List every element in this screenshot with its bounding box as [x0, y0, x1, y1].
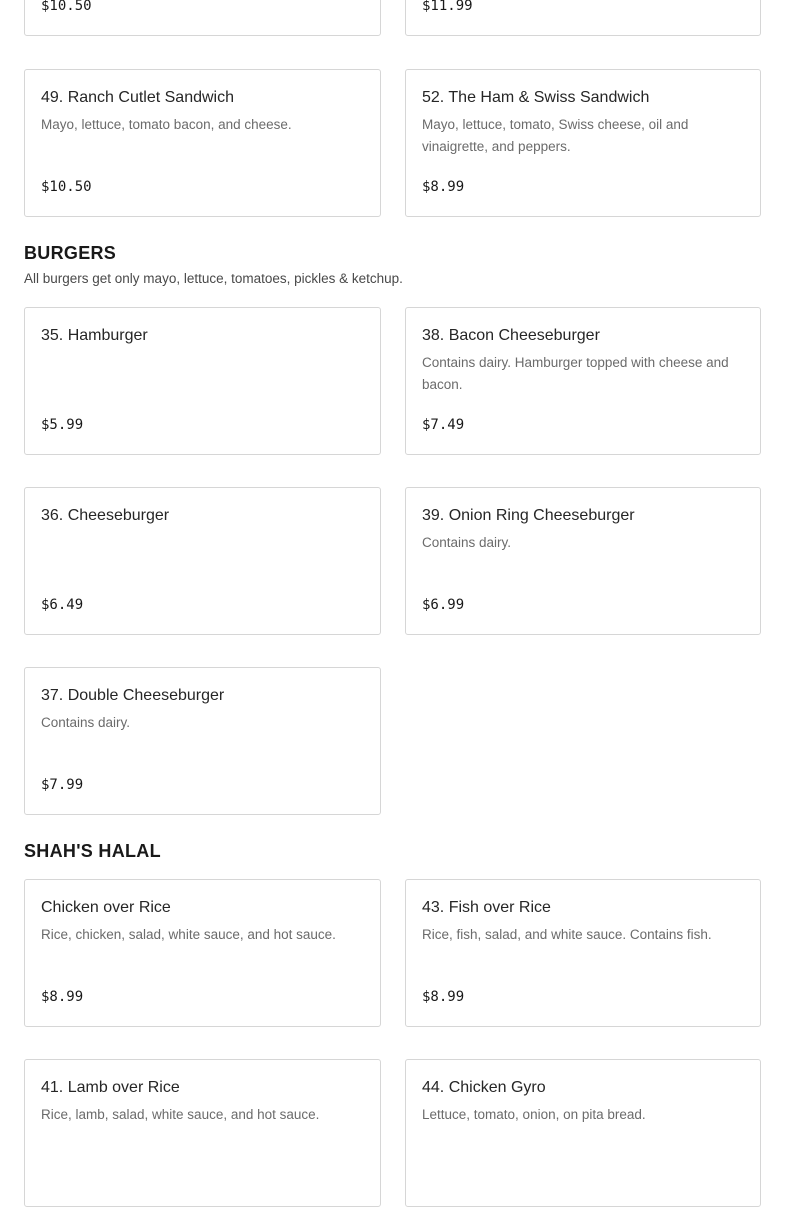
- menu-item-name: Chicken over Rice: [41, 899, 171, 916]
- menu-item-description: Lettuce, tomato, onion, on pita bread.: [422, 1107, 646, 1122]
- menu-item-name: 37. Double Cheeseburger: [41, 687, 225, 704]
- menu-item-price: $10.50: [41, 0, 92, 14]
- menu-item-price: $8.99: [41, 989, 84, 1005]
- menu-item-price: $6.49: [41, 597, 84, 613]
- menu-item-card[interactable]: [24, 69, 381, 217]
- menu-item-card[interactable]: [24, 667, 381, 815]
- menu-item-name: 38. Bacon Cheeseburger: [422, 327, 600, 344]
- menu-item-price: $6.99: [422, 597, 465, 613]
- menu-item-name: 39. Onion Ring Cheeseburger: [422, 507, 635, 524]
- menu-item-card[interactable]: [405, 0, 761, 36]
- menu-item-price: $11.99: [422, 0, 473, 14]
- menu-item-price: $7.99: [41, 777, 84, 793]
- menu-item-name: 35. Hamburger: [41, 327, 148, 344]
- menu-item-description: Contains dairy. Hamburger topped with cheese and bacon.: [422, 355, 729, 392]
- menu-item-price: $7.49: [422, 417, 465, 433]
- menu-item-card[interactable]: [405, 69, 761, 217]
- menu-item-price: $8.99: [422, 179, 465, 195]
- menu-item-name: 41. Lamb over Rice: [41, 1079, 180, 1096]
- menu-item-description: Contains dairy.: [41, 715, 131, 730]
- menu-item-description: Rice, chicken, salad, white sauce, and hot sauce.: [41, 927, 336, 942]
- menu-item-description: Rice, lamb, salad, white sauce, and hot sauce.: [41, 1107, 320, 1122]
- menu-item-card[interactable]: [405, 1059, 761, 1207]
- menu-item-card[interactable]: [24, 879, 381, 1027]
- menu-item-card[interactable]: [24, 0, 381, 36]
- menu-item-card[interactable]: [24, 307, 381, 455]
- menu-item-description: Contains dairy.: [422, 535, 512, 550]
- menu-item-name: 49. Ranch Cutlet Sandwich: [41, 89, 234, 106]
- menu-item-card[interactable]: [405, 879, 761, 1027]
- menu-item-card[interactable]: [405, 487, 761, 635]
- menu-item-price: $5.99: [41, 417, 84, 433]
- menu-item-name: 43. Fish over Rice: [422, 899, 551, 916]
- menu-item-description: Mayo, lettuce, tomato, Swiss cheese, oil and vinaigrette, and peppers.: [422, 117, 689, 154]
- menu-item-name: 44. Chicken Gyro: [422, 1079, 546, 1096]
- menu-item-card[interactable]: [24, 487, 381, 635]
- menu-item-name: 52. The Ham & Swiss Sandwich: [422, 89, 650, 106]
- menu-item-description: Mayo, lettuce, tomato bacon, and cheese.: [41, 117, 292, 132]
- menu-item-name: 36. Cheeseburger: [41, 507, 170, 524]
- section-title-shahs-halal: SHAH'S HALAL: [24, 841, 161, 861]
- menu-item-card[interactable]: [24, 1059, 381, 1207]
- menu-item-description: Rice, fish, salad, and white sauce. Contains fish.: [422, 927, 712, 942]
- menu-item-price: $10.50: [41, 179, 92, 195]
- menu-item-card[interactable]: [405, 307, 761, 455]
- section-description-burgers: All burgers get only mayo, lettuce, tomatoes, pickles & ketchup.: [24, 271, 403, 286]
- section-title-burgers: BURGERS: [24, 243, 117, 263]
- menu-item-price: $8.99: [422, 989, 465, 1005]
